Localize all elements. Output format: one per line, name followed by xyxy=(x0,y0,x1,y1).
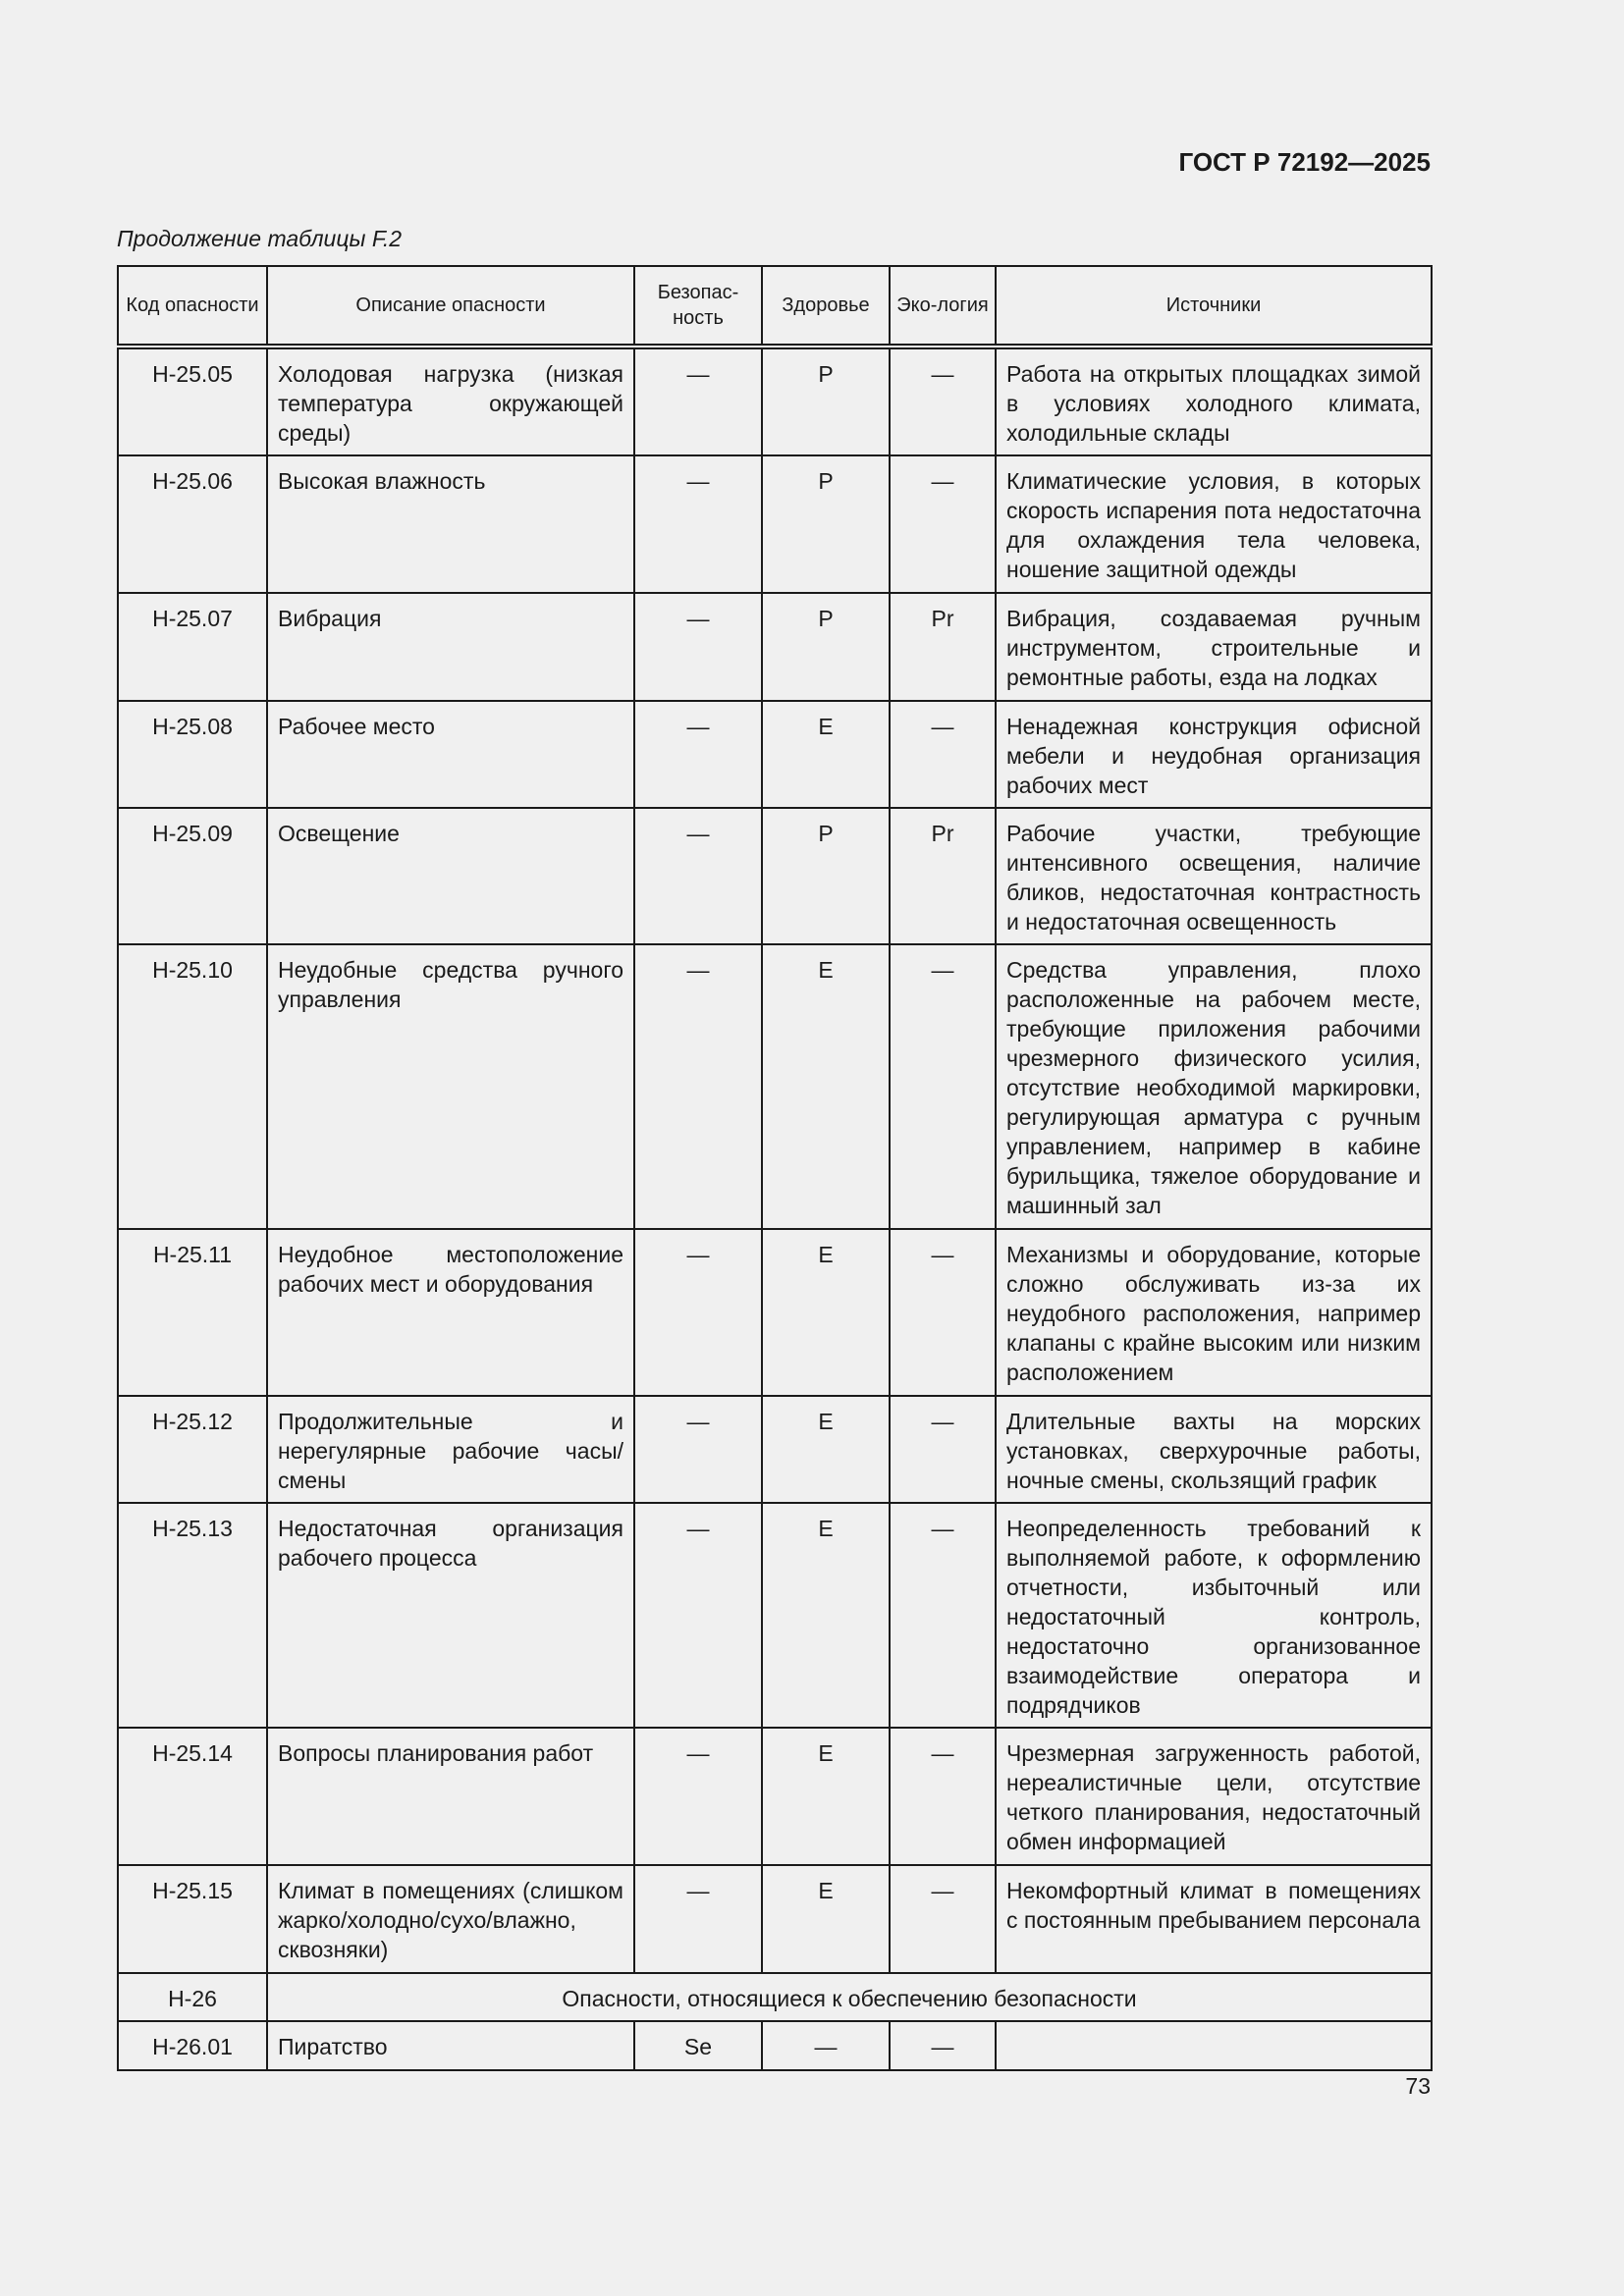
health-mark: Е xyxy=(762,1229,890,1396)
ecology-mark: — xyxy=(890,944,996,1229)
safety-mark: — xyxy=(634,1229,762,1396)
hazard-sources xyxy=(996,2021,1432,2070)
table-row xyxy=(118,1229,1432,1396)
hazard-description: Продолжительные и нерегулярные рабочие часы/смены xyxy=(267,1396,634,1503)
health-mark: Е xyxy=(762,1503,890,1728)
ecology-mark: — xyxy=(890,1728,996,1865)
safety-mark: — xyxy=(634,1503,762,1728)
health-mark: Р xyxy=(762,347,890,455)
ecology-mark: — xyxy=(890,1865,996,1973)
ecology-mark: — xyxy=(890,1503,996,1728)
header-description: Описание опасности xyxy=(267,266,634,347)
header-sources: Источники xyxy=(996,266,1432,347)
ecology-mark: — xyxy=(890,1396,996,1503)
table-row xyxy=(118,347,1432,455)
hazard-description: Холодовая нагрузка (низкая температура окружающей среды) xyxy=(267,347,634,455)
hazard-code: Н-25.08 xyxy=(118,701,267,808)
hazard-code: Н-25.06 xyxy=(118,455,267,593)
health-mark: Р xyxy=(762,455,890,593)
safety-mark: — xyxy=(634,1728,762,1865)
table-row xyxy=(118,1865,1432,1973)
hazards-table xyxy=(117,265,1433,2071)
ecology-mark: Pr xyxy=(890,593,996,701)
ecology-mark: — xyxy=(890,701,996,808)
safety-mark: — xyxy=(634,944,762,1229)
hazard-code: Н-25.11 xyxy=(118,1229,267,1396)
page-number: 73 xyxy=(1405,2073,1431,2099)
table-row xyxy=(118,808,1432,944)
hazard-code: Н-25.14 xyxy=(118,1728,267,1865)
hazard-code: Н-25.15 xyxy=(118,1865,267,1973)
hazard-description: Недостаточная организация рабочего процесса xyxy=(267,1503,634,1728)
safety-mark: — xyxy=(634,347,762,455)
ecology-mark: — xyxy=(890,347,996,455)
table-row xyxy=(118,2021,1432,2070)
group-code: Н-26 xyxy=(118,1973,267,2021)
hazard-description: Климат в помещениях (слишком жарко/холодно/сухо/влажно, сквозняки) xyxy=(267,1865,634,1973)
table-row xyxy=(118,1728,1432,1865)
health-mark: Е xyxy=(762,1865,890,1973)
hazard-code: Н-25.07 xyxy=(118,593,267,701)
hazard-sources: Неопределенность требований к выполняемой работе, к оформлению отчетности, избыточный или недостаточный контроль, недостаточно организованное взаимодействие оператора и подрядчиков xyxy=(996,1503,1432,1728)
header-health: Здоровье xyxy=(762,266,890,347)
hazard-code: Н-26.01 xyxy=(118,2021,267,2070)
hazard-sources: Ненадежная конструкция офисной мебели и неудобная организация рабочих мест xyxy=(996,701,1432,808)
hazard-sources: Вибрация, создаваемая ручным инструментом, строительные и ремонтные работы, езда на лодках xyxy=(996,593,1432,701)
safety-mark: — xyxy=(634,701,762,808)
safety-mark: — xyxy=(634,808,762,944)
safety-mark: — xyxy=(634,1865,762,1973)
hazard-description: Освещение xyxy=(267,808,634,944)
ecology-mark: — xyxy=(890,2021,996,2070)
hazard-sources: Чрезмерная загруженность работой, нереалистичные цели, отсутствие четкого планирования, недостаточный обмен информацией xyxy=(996,1728,1432,1865)
hazard-code: Н-25.12 xyxy=(118,1396,267,1503)
health-mark: Р xyxy=(762,808,890,944)
hazard-sources: Климатические условия, в которых скорость испарения пота недостаточна для охлаждения тела человека, ношение защитной одежды xyxy=(996,455,1432,593)
ecology-mark: — xyxy=(890,1229,996,1396)
header-code: Код опасности xyxy=(118,266,267,347)
table-caption: Продолжение таблицы F.2 xyxy=(117,226,403,251)
hazard-sources: Некомфортный климат в помещениях с постоянным пребыванием персонала xyxy=(996,1865,1432,1973)
hazard-description: Неудобное местоположение рабочих мест и оборудования xyxy=(267,1229,634,1396)
hazard-sources: Рабочие участки, требующие интенсивного освещения, наличие бликов, недостаточная контрастность и недостаточная освещенность xyxy=(996,808,1432,944)
safety-mark: — xyxy=(634,1396,762,1503)
safety-mark: — xyxy=(634,455,762,593)
hazard-sources: Механизмы и оборудование, которые сложно обслуживать из-за их неудобного расположения, например клапаны с крайне высоким или низким расположением xyxy=(996,1229,1432,1396)
table-row xyxy=(118,593,1432,701)
group-row xyxy=(118,1973,1432,2021)
health-mark: — xyxy=(762,2021,890,2070)
table-row xyxy=(118,455,1432,593)
hazard-code: Н-25.13 xyxy=(118,1503,267,1728)
hazard-description: Рабочее место xyxy=(267,701,634,808)
health-mark: Е xyxy=(762,944,890,1229)
health-mark: Е xyxy=(762,1396,890,1503)
header-safety: Безопас-ность xyxy=(634,266,762,347)
table-row xyxy=(118,701,1432,808)
health-mark: Е xyxy=(762,1728,890,1865)
hazard-code: Н-25.09 xyxy=(118,808,267,944)
table-row xyxy=(118,944,1432,1229)
safety-mark: Se xyxy=(634,2021,762,2070)
hazard-description: Вопросы планирования работ xyxy=(267,1728,634,1865)
health-mark: Р xyxy=(762,593,890,701)
group-title: Опасности, относящиеся к обеспечению безопасности xyxy=(267,1973,1432,2021)
hazard-code: Н-25.05 xyxy=(118,347,267,455)
hazard-description: Вибрация xyxy=(267,593,634,701)
health-mark: Е xyxy=(762,701,890,808)
table-row xyxy=(118,1396,1432,1503)
hazard-description: Высокая влажность xyxy=(267,455,634,593)
hazard-code: Н-25.10 xyxy=(118,944,267,1229)
ecology-mark: Pr xyxy=(890,808,996,944)
hazard-description: Неудобные средства ручного управления xyxy=(267,944,634,1229)
document-id: ГОСТ Р 72192—2025 xyxy=(1178,147,1431,177)
table-header-row xyxy=(118,266,1432,347)
hazard-description: Пиратство xyxy=(267,2021,634,2070)
hazard-sources: Длительные вахты на морских установках, сверхурочные работы, ночные смены, скользящий график xyxy=(996,1396,1432,1503)
table-row xyxy=(118,1503,1432,1728)
header-ecology: Эко-логия xyxy=(890,266,996,347)
hazard-sources: Средства управления, плохо расположенные на рабочем месте, требующие приложения рабочими чрезмерного физического усилия, отсутствие необходимой маркировки, регулирующая арматура с ручным управлением, например в кабине бурильщика, тяжелое оборудование и машинный зал xyxy=(996,944,1432,1229)
ecology-mark: — xyxy=(890,455,996,593)
safety-mark: — xyxy=(634,593,762,701)
hazard-sources: Работа на открытых площадках зимой в условиях холодного климата, холодильные склады xyxy=(996,347,1432,455)
